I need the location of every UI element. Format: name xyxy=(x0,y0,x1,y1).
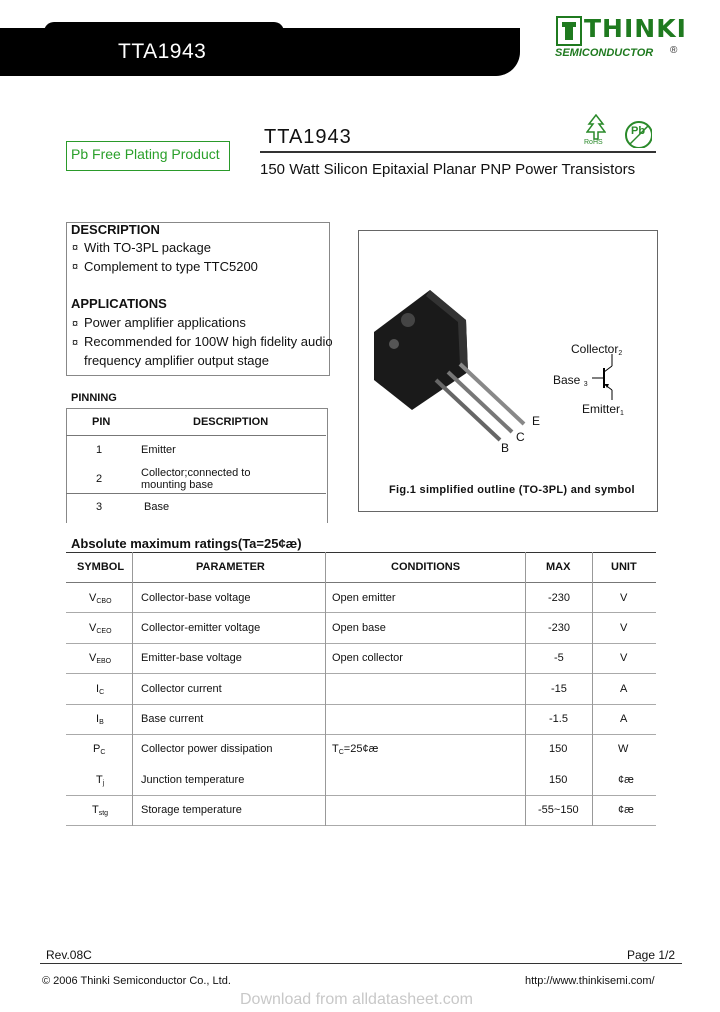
rating-max: -230 xyxy=(548,622,571,634)
rating-symbol: $I_B$ xyxy=(96,713,104,726)
rating-condition: $T_C=25¢æ$ xyxy=(332,743,379,756)
ratings-row-rule xyxy=(66,673,656,674)
rating-max: -15 xyxy=(551,683,567,695)
rating-unit: V xyxy=(620,592,628,604)
rating-max: -5 xyxy=(554,652,564,664)
application-item: Power amplifier applications xyxy=(84,315,246,330)
ratings-col-symbol: SYMBOL xyxy=(77,561,125,573)
ratings-col-rule xyxy=(132,552,133,826)
description-heading: DESCRIPTION xyxy=(71,222,160,237)
description-item: Complement to type TTC5200 xyxy=(84,259,258,274)
symbol-emitter-label: Emitter$_1$ xyxy=(582,402,624,417)
page-number: Page 1/2 xyxy=(627,948,676,962)
pin-label-e: E xyxy=(532,414,541,428)
watermark: Download from alldatasheet.com xyxy=(240,991,474,1008)
ratings-header-rule xyxy=(66,582,656,583)
bullet: ¤ xyxy=(72,337,79,349)
pin-number: 2 xyxy=(96,473,103,485)
applications-heading: APPLICATIONS xyxy=(71,296,167,311)
rating-unit: A xyxy=(620,713,628,725)
part-number: TTA1943 xyxy=(264,126,352,148)
rating-max: -1.5 xyxy=(549,713,568,725)
rating-unit: ¢æ xyxy=(618,774,634,786)
rating-condition: Open collector xyxy=(332,652,403,664)
rating-max: -230 xyxy=(548,592,571,604)
footer-rule xyxy=(40,963,682,964)
rating-parameter: Emitter-base voltage xyxy=(141,652,242,664)
rating-symbol: $V_{EBO}$ xyxy=(89,652,112,665)
pinning-col-pin: PIN xyxy=(92,416,111,428)
rating-symbol: $V_{CBO}$ xyxy=(89,592,112,605)
bullet: ¤ xyxy=(72,242,79,254)
rating-unit: V xyxy=(620,622,628,634)
pb-free-label: Pb Free Plating Product xyxy=(71,146,220,162)
title-rule xyxy=(260,151,656,153)
rating-max: 150 xyxy=(549,774,568,786)
rating-unit: V xyxy=(620,652,628,664)
ratings-bottom-rule xyxy=(66,825,656,826)
ratings-row-rule xyxy=(66,704,656,705)
ratings-row-rule xyxy=(66,643,656,644)
ratings-col-unit: UNIT xyxy=(611,561,637,573)
to3pl-package-image xyxy=(360,280,550,450)
rating-unit: ¢æ xyxy=(618,804,634,816)
pinning-col-description: DESCRIPTION xyxy=(193,416,269,428)
pin-description: Base xyxy=(144,501,170,513)
pin-description-line2: mounting base xyxy=(141,479,214,491)
pin-number: 1 xyxy=(96,444,103,456)
registered-mark: ® xyxy=(670,45,678,56)
rohs-tree-icon xyxy=(586,114,606,140)
rating-condition: Open base xyxy=(332,622,386,634)
ratings-col-rule xyxy=(525,552,526,826)
rating-max: 150 xyxy=(549,743,568,755)
pinning-row-rule xyxy=(66,493,326,494)
pnp-symbol-icon xyxy=(588,352,628,402)
pin-number: 3 xyxy=(96,501,103,513)
rating-parameter: Base current xyxy=(141,713,204,725)
bullet: ¤ xyxy=(72,318,79,330)
symbol-collector-label: Collector$_2$ xyxy=(571,342,623,357)
header-tab-bump xyxy=(44,22,284,32)
ratings-row-rule xyxy=(66,612,656,613)
figure-caption: Fig.1 simplified outline (TO-3PL) and symbol xyxy=(389,484,635,496)
rating-parameter: Storage temperature xyxy=(141,804,242,816)
ratings-col-max: MAX xyxy=(546,561,571,573)
rating-parameter: Collector current xyxy=(141,683,222,695)
bullet: ¤ xyxy=(72,261,79,273)
rating-unit: W xyxy=(618,743,629,755)
header-part-title: TTA1943 xyxy=(118,40,207,63)
rating-parameter: Collector power dissipation xyxy=(141,743,273,755)
ratings-col-rule xyxy=(592,552,593,826)
description-item: With TO-3PL package xyxy=(84,240,211,255)
ratings-top-rule xyxy=(66,552,656,553)
logo-brand: THINKI xyxy=(584,14,687,43)
pin-label-c: C xyxy=(516,430,525,444)
pinning-header-rule xyxy=(66,435,326,436)
ratings-col-rule xyxy=(325,552,326,826)
rating-unit: A xyxy=(620,683,628,695)
website-link[interactable]: http://www.thinkisemi.com/ xyxy=(525,975,655,987)
logo-subtitle: SEMICONDUCTOR xyxy=(555,47,654,59)
ratings-row-rule xyxy=(66,795,656,796)
logo-mark-icon xyxy=(556,16,582,46)
pin-description: Collector;connected to xyxy=(141,467,251,479)
pin-label-b: B xyxy=(501,441,510,455)
pinning-heading: PINNING xyxy=(71,392,117,404)
revision: Rev.08C xyxy=(46,948,92,962)
rating-symbol: $P_C$ xyxy=(93,743,106,756)
copyright: © 2006 Thinki Semiconductor Co., Ltd. xyxy=(42,975,231,987)
ratings-col-parameter: PARAMETER xyxy=(196,561,265,573)
part-subtitle: 150 Watt Silicon Epitaxial Planar PNP Power Transistors xyxy=(260,161,636,178)
application-item: Recommended for 100W high fidelity audio xyxy=(84,334,333,349)
header-bar xyxy=(0,28,520,76)
ratings-heading: Absolute maximum ratings(Ta=25¢æ) xyxy=(71,536,302,551)
ratings-col-conditions: CONDITIONS xyxy=(391,561,461,573)
rating-symbol: $I_C$ xyxy=(96,683,105,696)
rating-parameter: Collector-base voltage xyxy=(141,592,251,604)
application-item: frequency amplifier output stage xyxy=(84,353,269,368)
rating-parameter: Junction temperature xyxy=(141,774,245,786)
pin-description: Emitter xyxy=(141,444,176,456)
rating-max: -55~150 xyxy=(538,804,579,816)
rating-symbol: $T_{stg}$ xyxy=(92,804,109,817)
rohs-label: RoHS xyxy=(584,139,603,146)
rating-symbol: $T_j$ xyxy=(96,774,105,787)
rating-condition: Open emitter xyxy=(332,592,396,604)
ratings-row-rule xyxy=(66,734,656,735)
symbol-base-label: Base $_3$ xyxy=(553,373,588,388)
rating-symbol: $V_{CEO}$ xyxy=(89,622,112,635)
pb-icon-label: Pb xyxy=(631,125,646,137)
rating-parameter: Collector-emitter voltage xyxy=(141,622,261,634)
